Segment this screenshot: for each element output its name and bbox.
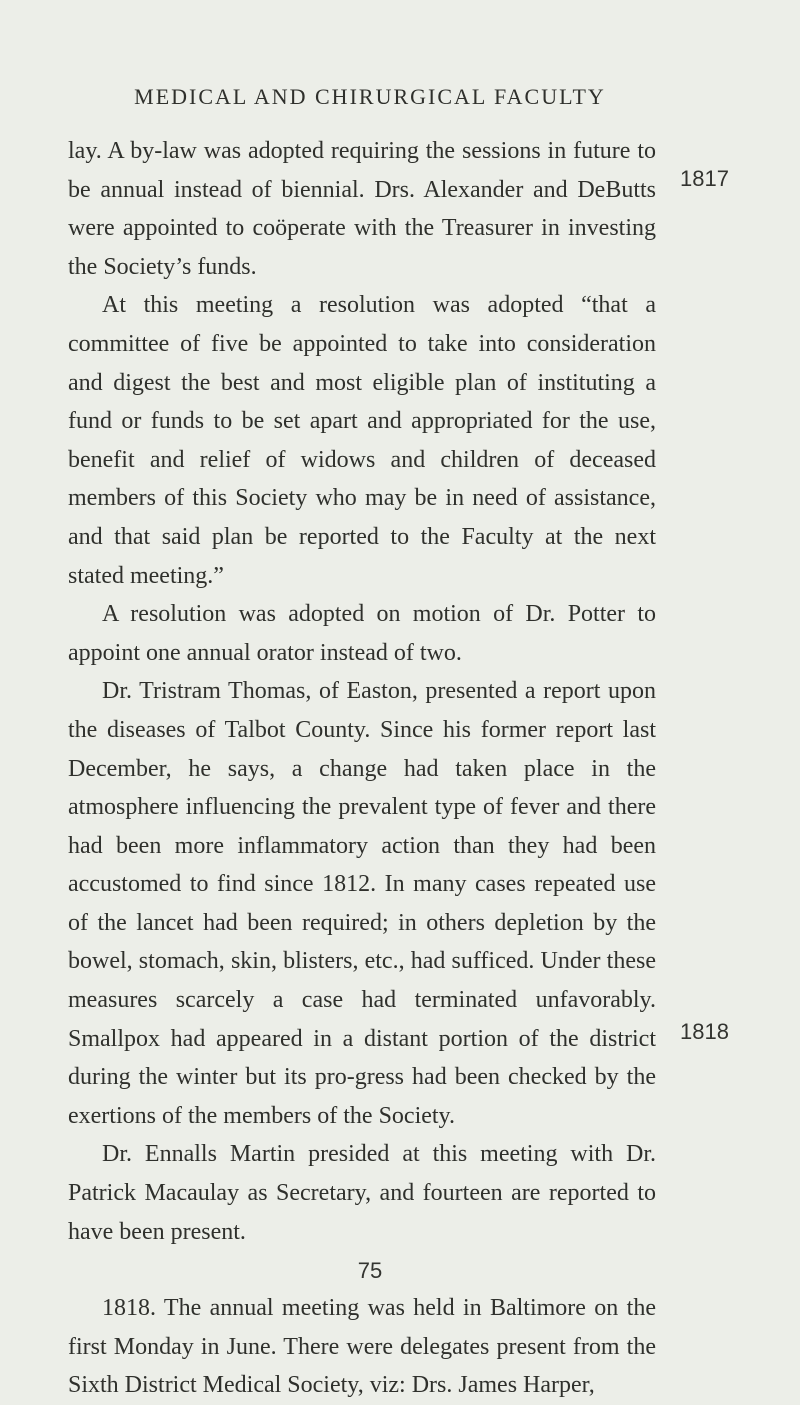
page-number: 75 bbox=[357, 1258, 383, 1283]
paragraph-meeting-presider: Dr. Ennalls Martin presided at this meeting with Dr. Patrick Macaulay as Secretary, and fourteen are reported to have been present. bbox=[68, 1141, 656, 1245]
margin-year-1817: 1817 bbox=[680, 166, 729, 191]
paragraph-annual-orator: A resolution was adopted on motion of Dr. Potter to appoint one annual orator instead of two. bbox=[68, 601, 656, 666]
paragraph-committee-resolution: At this meeting a resolution was adopted “that a committee of five be appointed to take into consideration and digest the best and most eligible plan of instituting a fund or funds to be set apart and appropriated for the use, benefit and relief of widows and children of deceased members of this Society who may be in need of assistance, and that said plan be reported to the Faculty at the next stated meeting.” bbox=[68, 292, 656, 589]
running-header: MEDICAL AND CHIRURGICAL FACULTY bbox=[134, 84, 606, 109]
paragraph-1818-meeting: 1818. The annual meeting was held in Baltimore on the first Monday in June. There were delegates present from the Sixth District Medical Society, viz: Drs. James Harper, bbox=[68, 1295, 656, 1399]
margin-year-1818: 1818 bbox=[680, 1019, 729, 1044]
body-text bbox=[68, 132, 656, 1405]
paragraph-bylaw: lay. A by-law was adopted requiring the sessions in future to be annual instead of biennial. Drs. Alexander and DeButts were appointed to coöperate with the Treasurer in investing the Society’s funds. bbox=[68, 138, 656, 280]
paragraph-talbot-report: Dr. Tristram Thomas, of Easton, presented a report upon the diseases of Talbot County. Since his former report last December, he says, a change had taken place in the atmosphere influencing the prevalent type of fever and there had been more inflammatory action than they had been accustomed to find since 1812. In many cases repeated use of the lancet had been required; in others depletion by the bowel, stomach, skin, blisters, etc., had sufficed. Under these measures scarcely a case had terminated unfavorably. Smallpox had appeared in a distant portion of the district during the winter but its pro-gress had been checked by the exertions of the members of the Society. bbox=[68, 678, 656, 1129]
